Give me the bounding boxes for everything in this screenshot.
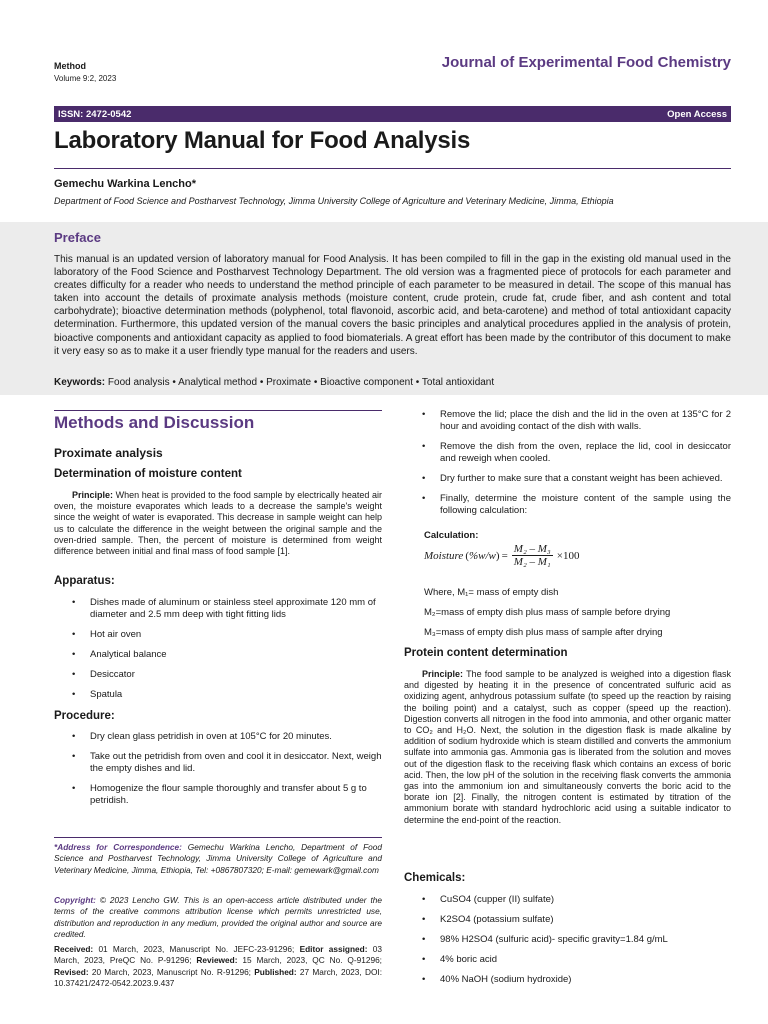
formula-unit: (%w/w) — [465, 549, 500, 562]
revised-text: 20 March, 2023, Manuscript No. R-91296; — [88, 966, 255, 977]
proximate-heading: Proximate analysis — [54, 446, 163, 460]
article-type: Method — [54, 61, 86, 71]
journal-title: Journal of Experimental Food Chemistry — [441, 54, 731, 71]
issn: ISSN: 2472-0542 — [58, 108, 132, 120]
received-text: 01 March, 2023, Manuscript No. JEFC-23-91296; — [93, 944, 300, 954]
procedure-list — [54, 731, 382, 807]
correspondence-text: Gemechu Warkina Lencho, Department of Food Science and Postharvest Technology, Jimma University College of Agriculture and Veterinary Medicine, Jimma, Ethiopia, Tel: +0867807320; E-mail: gemewark@gmail.com — [54, 842, 382, 875]
editor-assigned-label: Editor assigned: — [299, 944, 368, 954]
apparatus-heading: Apparatus: — [54, 575, 115, 587]
reviewed-text: 15 March, 2023, QC No. Q-91296; — [237, 955, 382, 966]
moisture-principle — [54, 490, 382, 557]
published-text: 27 March, 2023, DOI: 10.37421/2472-0542.2023.9.437 — [54, 966, 383, 988]
principle-text: When heat is provided to the food sample by electrically heated air oven, the moisture evaporates which leads to a decrease the sample's weight since the weight of water is evaporated. This decrease in sample weight can help us to calculate the difference in the weight between the original sample and the oven-dried sample. Then, the percent of moisture is determined from weight difference between initial and final mass of food sample [1]. — [54, 490, 382, 557]
list-item: • Dry clean glass petridish in oven at 105°C for 20 minutes. — [54, 731, 382, 743]
list-item: • Dishes made of aluminum or stainless steel approximate 120 mm of diameter and 2.5 mm deep with tight fitting lids — [54, 597, 382, 621]
where-m2: M₂=mass of empty dish plus mass of sample before drying — [424, 607, 671, 618]
where-m3: M₃=mass of empty dish plus mass of sample after drying — [424, 627, 663, 638]
preface-text: This manual is an updated version of laboratory manual for Food Analysis. It has been compiled to fill in the gap in the existing old manual used in the laboratory of the Food Science and Postharvest Technology Department. The old version was a fragmented piece of protocols for each parameter and creates difficulty for a reader who needs to understand the method principle of each parameter to be measured in detail. The scope of this manual has taken into account the details of proximate analysis methods (moisture content, crude protein, crude fat, crude fiber, and ash content and total carbohydrate); bioactive determination methods (polyphenol, total flavonoid, ascorbic acid, and beta-carotene) and method of total antioxidant capacity determination. Furthermore, this updated version of the manual covers the basic principles and analytical procedures applied in the analysis of protein, bioactive components and antioxidant capacity as applied to food biomaterials. A great effort has been made by the contributor of this document to make it very easy so as to make it a user friendly type manual for the readers and users. — [54, 254, 731, 357]
correspondence-label: *Address for Correspondence: — [54, 842, 182, 852]
list-item: • Take out the petridish from oven and cool it in desiccator. Next, weigh the empty dishes and lid. — [54, 751, 382, 775]
list-item: • Homogenize the flour sample thoroughly and transfer about 5 g to petridish. — [54, 783, 382, 807]
list-item: • K2SO4 (potassium sulfate) — [404, 914, 731, 926]
list-item: • 4% boric acid — [404, 954, 731, 966]
keywords-label: Keywords: — [54, 377, 106, 388]
copyright — [54, 895, 382, 940]
chemicals-list — [404, 894, 731, 986]
formula-fraction — [512, 543, 553, 568]
title-divider — [54, 168, 731, 169]
list-item: • Desiccator — [54, 669, 382, 681]
author: Gemechu Warkina Lencho* — [54, 178, 197, 190]
calculation-heading: Calculation: — [424, 530, 479, 541]
list-item: • Spatula — [54, 689, 382, 701]
principle-label: Principle: — [72, 490, 114, 500]
moisture-heading: Determination of moisture content — [54, 468, 242, 480]
volume-info: Volume 9:2, 2023 — [54, 74, 117, 83]
formula-lhs: Moisture — [424, 549, 464, 562]
article-title: Laboratory Manual for Food Analysis — [54, 127, 471, 154]
list-item: • CuSO4 (cupper (II) sulfate) — [404, 894, 731, 906]
principle-label: Principle: — [422, 669, 464, 679]
reviewed-label: Reviewed: — [196, 955, 238, 966]
formula-numerator: M₂ – M₃ — [513, 543, 551, 555]
protein-heading: Protein content determination — [404, 647, 568, 659]
list-item: • Remove the dish from the oven, replace the lid, cool in desiccator and reweigh when cooled. — [404, 441, 731, 465]
section-divider — [54, 410, 382, 411]
apparatus-list — [54, 597, 382, 701]
published-label: Published: — [254, 966, 297, 977]
issn-bar — [54, 106, 731, 122]
moisture-formula — [424, 543, 579, 568]
editor-assigned-text: 03 March, 2023, PreQC No. P-91296; — [54, 944, 382, 966]
received-label: Received: — [54, 944, 94, 954]
list-item: • Remove the lid; place the dish and the lid in the oven at 135°C for 2 hour and avoiding contact of the dish with walls. — [404, 409, 731, 433]
formula-denominator: M₂ – M₁ — [513, 556, 551, 568]
list-item: • Finally, determine the moisture content of the sample using the following calculation: — [404, 493, 731, 517]
procedure-heading: Procedure: — [54, 710, 115, 722]
principle-text: The food sample to be analyzed is weighed into a digestion flask and digested by heating it in the presence of concentrated sulfuric acid as oxidizing agent, anhydrous potassium sulfate (to speed up the reaction by raising the boiling point) and a catalyst, such as copper (speed up the reaction). Digestion converts all nitrogen in the food into ammonia, and other organic matter to CO₂ and H₂O. Next, the solution in the digestion flask is made alkaline by addition of sodium hydroxide which is steam distilled and converts the ammonium sulfate into ammonia gas. Ammonia gas is liberated from the solution and moves out of the digestion flask to the receiving flask which contains an excess of boric acid. Then, the low pH of the solution in the receiving flask converts the ammonia gas into the ammonium ion and simultaneously converts the boric acid to the borate ion [2]. Finally, the nitrogen content is estimated by titration of the ammonium borate with standard hydrochloric acid using a suitable indicator to determine the end-point of the reaction. — [404, 669, 731, 825]
affiliation: Department of Food Science and Postharvest Technology, Jimma University College of Agriculture and Veterinary Medicine, Jimma, Ethiopia — [54, 196, 614, 206]
copyright-text: © 2023 Lencho GW. This is an open-access article distributed under the terms of the creative commons attribution license which permits unrestricted use, distribution and reproduction in any medium, provided the original author and source are credited. — [54, 895, 382, 939]
list-item: • 40% NaOH (sodium hydroxide) — [404, 974, 731, 986]
formula-equals: = — [501, 549, 508, 562]
procedure-list-continued — [404, 409, 731, 517]
footnote-divider — [54, 837, 382, 838]
correspondence — [54, 842, 382, 876]
where-m1: Where, M₁= mass of empty dish — [424, 587, 559, 598]
copyright-label: Copyright: — [54, 895, 96, 905]
keywords-list: Food analysis • Analytical method • Proximate • Bioactive component • Total antioxidant — [107, 377, 495, 388]
keywords — [54, 377, 494, 388]
protein-principle — [404, 669, 731, 826]
preface-heading: Preface — [54, 230, 101, 245]
formula-multiplier: ×100 — [556, 549, 580, 562]
article-dates — [54, 944, 382, 989]
list-item: • Analytical balance — [54, 649, 382, 661]
revised-label: Revised: — [54, 966, 89, 977]
section-heading: Methods and Discussion — [54, 413, 255, 432]
formula-unit-text: %w/w — [468, 549, 496, 562]
list-item: • Dry further to make sure that a constant weight has been achieved. — [404, 473, 731, 485]
list-item: • Hot air oven — [54, 629, 382, 641]
open-access-badge: Open Access — [667, 108, 727, 120]
chemicals-heading: Chemicals: — [404, 872, 466, 884]
list-item: • 98% H2SO4 (sulfuric acid)- specific gravity=1.84 g/mL — [404, 934, 731, 946]
